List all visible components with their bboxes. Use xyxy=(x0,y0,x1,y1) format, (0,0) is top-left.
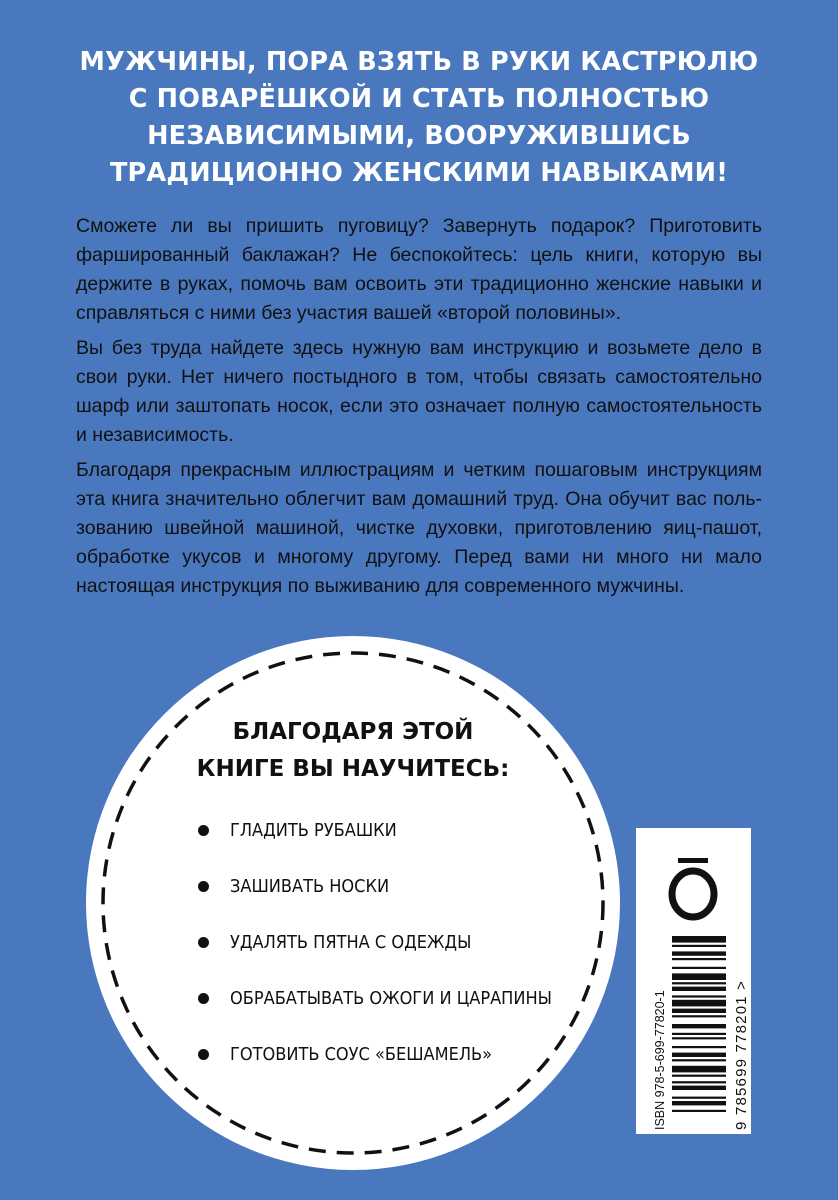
barcode-bar xyxy=(672,945,726,947)
skill-item xyxy=(198,970,552,1026)
barcode-bar xyxy=(672,936,726,943)
skills-badge xyxy=(86,636,620,1170)
barcode-bar xyxy=(672,1009,726,1013)
barcode-bar xyxy=(672,995,726,997)
badge-title-line: БЛАГОДАРЯ ЭТОЙ xyxy=(232,719,474,745)
barcode-bar xyxy=(672,1033,726,1035)
bullet-icon xyxy=(198,993,209,1004)
skills-list xyxy=(198,802,552,1082)
skill-label: ГОТОВИТЬ СОУС «БЕШАМЕЛЬ» xyxy=(230,1043,493,1065)
barcode-bar xyxy=(672,1101,726,1105)
barcode-bar xyxy=(672,958,726,960)
barcode-bar xyxy=(672,1066,726,1073)
headline xyxy=(40,44,798,192)
barcode-bar xyxy=(672,1081,726,1083)
barcode-bar xyxy=(672,1110,726,1112)
skill-item xyxy=(198,1026,552,1082)
skill-item xyxy=(198,914,552,970)
barcode-digits: 9 785699 778201 > xyxy=(733,979,750,1130)
skill-item xyxy=(198,802,552,858)
barcode-bar xyxy=(672,1075,726,1077)
bullet-icon xyxy=(198,881,209,892)
isbn-text: ISBN 978-5-699-77820-1 xyxy=(653,990,667,1130)
barcode-bar xyxy=(672,967,726,969)
barcode-panel xyxy=(636,828,751,1134)
barcode-bar xyxy=(672,1086,726,1090)
skill-label: ОБРАБАТЫВАТЬ ОЖОГИ И ЦАРАПИНЫ xyxy=(230,987,552,1009)
skill-label: УДАЛЯТЬ ПЯТНА С ОДЕЖДЫ xyxy=(230,931,472,953)
barcode-bar xyxy=(672,1053,726,1057)
barcode-bar xyxy=(672,1024,726,1028)
barcode-bars xyxy=(672,936,726,1112)
barcode-bar xyxy=(672,951,726,955)
bullet-icon xyxy=(198,1049,209,1060)
barcode-bar xyxy=(672,973,726,980)
headline-line: МУЖЧИНЫ, ПОРА ВЗЯТЬ В РУКИ КАСТРЮЛЮ xyxy=(79,47,759,77)
headline-line: ТРАДИЦИОННО ЖЕНСКИМИ НАВЫКАМИ! xyxy=(109,158,729,188)
barcode-bar xyxy=(672,1059,726,1061)
barcode-bar xyxy=(672,1037,726,1039)
badge-title-line: КНИГЕ ВЫ НАУЧИТЕСЬ: xyxy=(196,756,510,782)
description-paragraph: Вы без труда найдете здесь нужную вам инструкцию и возьмете дело в свои руки. Нет ничего постыдного в том, чтобы связать самостоятельно шарф или заштопать носок, если это означает полную самостоятельность и независимость. xyxy=(76,337,762,446)
barcode-bar xyxy=(672,1046,726,1048)
barcode-bar xyxy=(672,987,726,991)
description-paragraph: Сможете ли вы пришить пуговицу? Завернуть подарок? Приготовить фаршированный баклажан? Не беспокойтесь: цель книги, которую вы держите в руках, помочь вам освоить эти традиционно женские навыки и справляться с ними без участия вашей «второй половины». xyxy=(76,215,762,324)
description xyxy=(76,212,762,607)
description-paragraph: Благодаря прекрасным иллюстрациям и четким пошаговым инструкциям эта книга значительно облегчит вам домашний труд. Она обучит вас пользованию швейной машиной, чистке духовки, приготовлению яиц-пашот, обработке укусов и многому другому. Перед вами ни много ни мало настоящая инструкция по выживанию для современного мужчины. xyxy=(76,459,762,597)
bullet-icon xyxy=(198,825,209,836)
barcode-bar xyxy=(672,1015,726,1017)
badge-title xyxy=(86,714,620,788)
skill-label: ЗАШИВАТЬ НОСКИ xyxy=(230,875,390,897)
skill-label: ГЛАДИТЬ РУБАШКИ xyxy=(230,819,397,841)
barcode-bar xyxy=(672,1097,726,1099)
barcode xyxy=(636,828,751,1134)
headline-line: НЕЗАВИСИМЫМИ, ВООРУЖИВШИСЬ xyxy=(147,121,691,151)
barcode-bar xyxy=(672,1000,726,1007)
bullet-icon xyxy=(198,937,209,948)
headline-line: С ПОВАРЁШКОЙ И СТАТЬ ПОЛНОСТЬЮ xyxy=(128,84,710,114)
barcode-bar xyxy=(672,982,726,984)
skill-item xyxy=(198,858,552,914)
